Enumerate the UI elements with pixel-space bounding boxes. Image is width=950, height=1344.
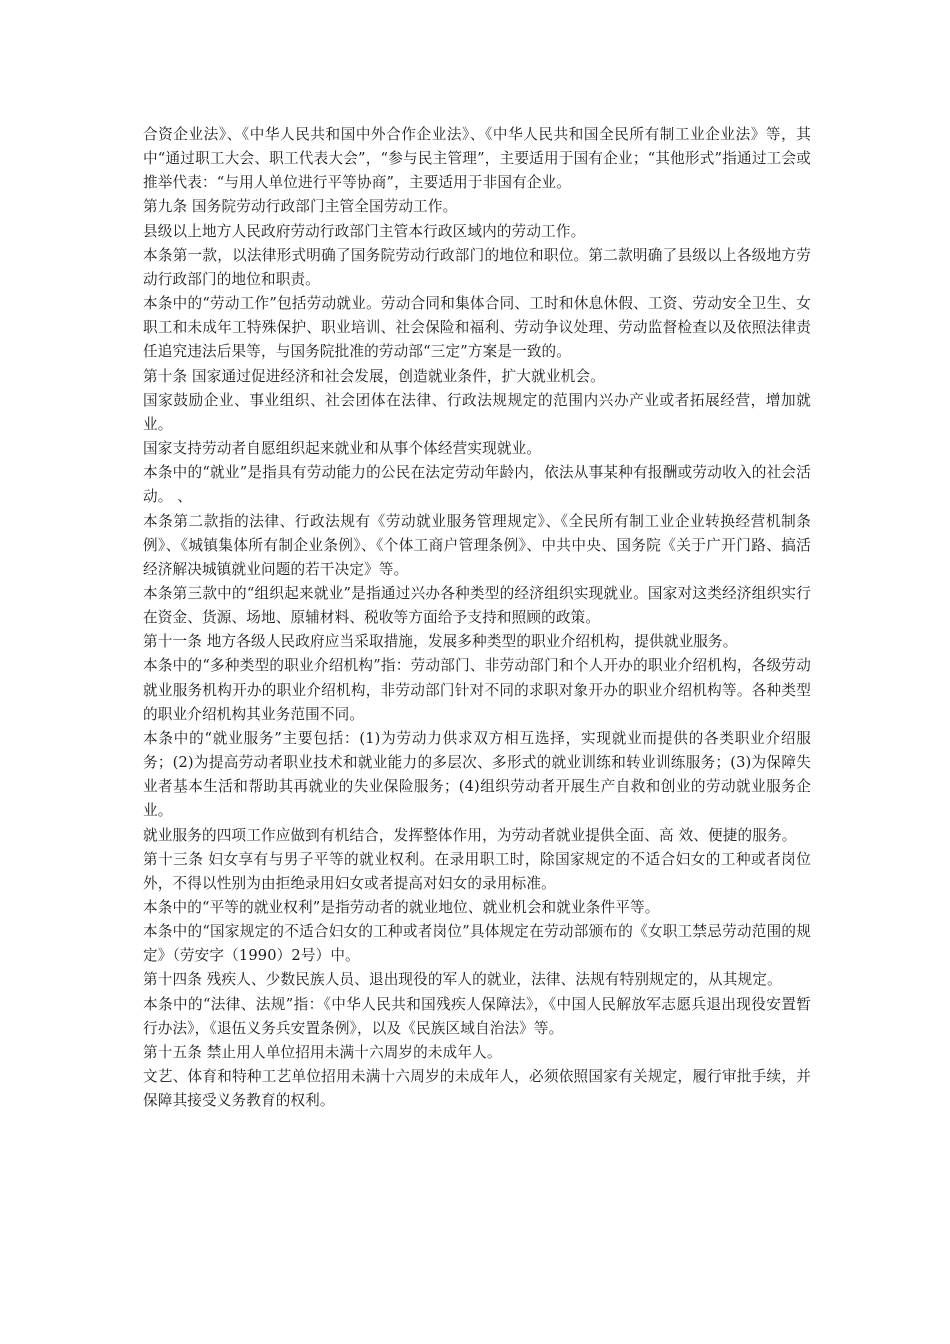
article-10-commentary-1: 本条中的“就业”是指具有劳动能力的公民在法定劳动年龄内，依法从事某种有报酬或劳动收入的社会活动。 、	[143, 464, 811, 506]
article-10-commentary-3: 本条第三款中的“组织起来就业”是指通过兴办各种类型的经济组织实现就业。国家对这类经济组织实行在资金、货源、场地、原辅材料、税收等方面给予支持和照顾的政策。	[143, 584, 811, 627]
article-11-commentary-3: 就业服务的四项工作应做到有机结合，发挥整体作用，为劳动者就业提供全面、高 效、便捷的服务。	[143, 826, 797, 844]
article-13-commentary-2: 本条中的“国家规定的不适合妇女的工种或者岗位”具体规定在劳动部颁布的《女职工禁忌劳动范围的规定》（劳安字（1990）2号）中。	[143, 923, 811, 965]
article-11-heading: 第十一条 地方各级人民政府应当采取措施，发展多种类型的职业介绍机构，提供就业服务。	[143, 633, 738, 651]
article-15-clause-2: 文艺、体育和特种工艺单位招用未满十六周岁的未成年人，必须依照国家有关规定，履行审批手续，并保障其接受义务教育的权利。	[143, 1068, 811, 1110]
article-14-commentary: 本条中的“法律、法规”指：《中华人民共和国残疾人保障法》，《中国人民解放军志愿兵退出现役安置暂行办法》，《退伍义务兵安置条例》，以及《民族区域自治法》等。	[143, 995, 811, 1037]
paragraph-joint-venture-laws: 合资企业法》、《中华人民共和国中外合作企业法》、《中华人民共和国全民所有制工业企业法》等，其中“通过职工大会、职工代表大会”，“参与民主管理”，主要适用于国有企业；“其他形式”指通过工会或推举代表：“与用人单位进行平等协商”，主要适用于非国有企业。	[143, 126, 811, 192]
article-9-clause-2: 县级以上地方人民政府劳动行政部门主管本行政区域内的劳动工作。	[143, 222, 586, 240]
article-10-clause-2: 国家鼓励企业、事业组织、社会团体在法律、行政法规规定的范围内兴办产业或者拓展经营，增加就业。	[143, 391, 811, 433]
article-9-heading: 第九条 国务院劳动行政部门主管全国劳动工作。	[143, 198, 458, 216]
article-9-commentary-2: 本条中的“劳动工作”包括劳动就业。劳动合同和集体合同、工时和休息休假、工资、劳动安全卫生、女职工和未成年工特殊保护、职业培训、社会保险和福利、劳动争议处理、劳动监督检查以及依照法律责任追究违法后果等，与国务院批准的劳动部“三定”方案是一致的。	[143, 295, 811, 361]
article-14-heading: 第十四条 残疾人、少数民族人员、退出现役的军人的就业，法律、法规有特别规定的，从其规定。	[143, 971, 782, 989]
document-body	[143, 123, 811, 1113]
article-11-commentary-1: 本条中的“多种类型的职业介绍机构”指：劳动部门、非劳动部门和个人开办的职业介绍机构，各级劳动就业服务机构开办的职业介绍机构，非劳动部门针对不同的求职对象开办的职业介绍机构等。各种类型的职业介绍机构其业务范围不同。	[143, 657, 811, 723]
article-15-heading: 第十五条 禁止用人单位招用未满十六周岁的未成年人。	[143, 1043, 502, 1061]
article-10-commentary-2: 本条第二款指的法律、行政法规有《劳动就业服务管理规定》、《全民所有制工业企业转换经营机制条例》、《城镇集体所有制企业条例》、《个体工商户管理条例》、中共中央、国务院《关于广开门路、搞活经济解决城镇就业问题的若干决定》等。	[143, 512, 811, 578]
article-10-clause-3: 国家支持劳动者自愿组织起来就业和从事个体经营实现就业。	[143, 440, 542, 458]
article-11-commentary-2: 本条中的“就业服务”主要包括：(1)为劳动力供求双方相互选择，实现就业而提供的各类职业介绍服务；(2)为提高劳动者职业技术和就业能力的多层次、多形式的就业训练和转业训练服务；(3)为保障失业者基本生活和帮助其再就业的失业保险服务；(4)组织劳动者开展生产自救和创业的劳动就业服务企业。	[143, 729, 811, 820]
article-9-commentary-1: 本条第一款，以法律形式明确了国务院劳动行政部门的地位和职位。第二款明确了县级以上各级地方劳动行政部门的地位和职责。	[143, 246, 811, 288]
article-13-commentary-1: 本条中的“平等的就业权利”是指劳动者的就业地位、就业机会和就业条件平等。	[143, 899, 660, 916]
article-10-heading: 第十条 国家通过促进经济和社会发展，创造就业条件，扩大就业机会。	[143, 367, 605, 385]
article-13-heading: 第十三条 妇女享有与男子平等的就业权利。在录用职工时，除国家规定的不适合妇女的工种或者岗位外，不得以性别为由拒绝录用妇女或者提高对妇女的录用标准。	[143, 850, 811, 892]
